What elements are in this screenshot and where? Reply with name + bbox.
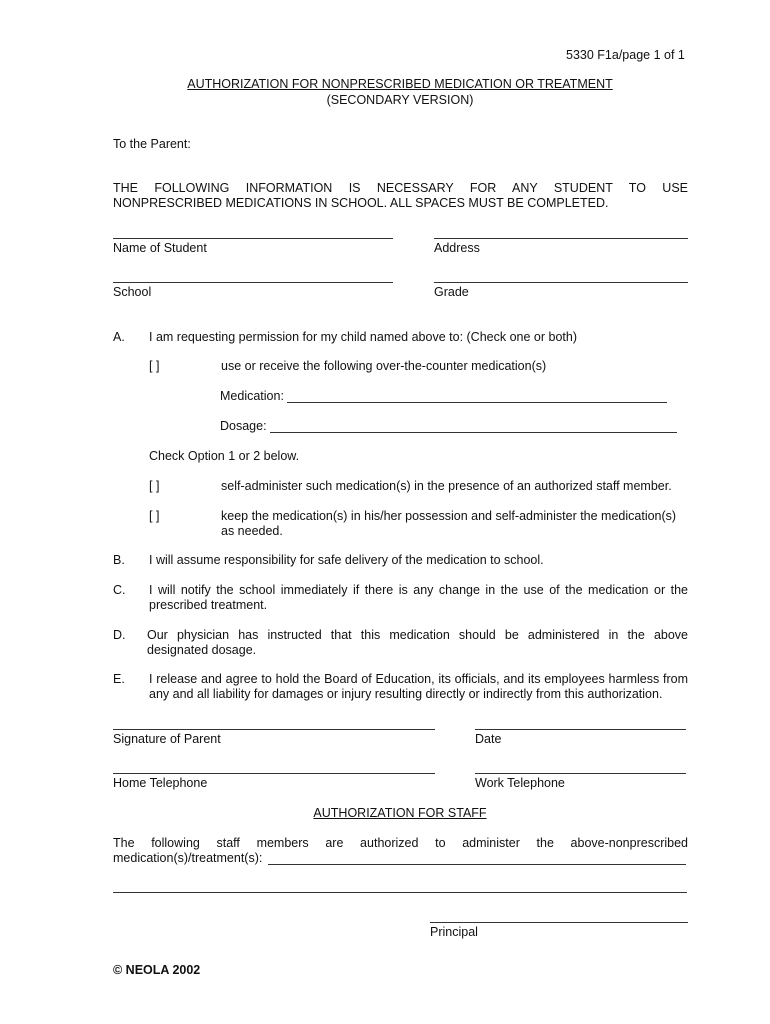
staff-authorization-heading: AUTHORIZATION FOR STAFF (313, 806, 487, 820)
section-a-text: I am requesting permission for my child named above to: (Check one or both) (149, 330, 577, 344)
page-reference: 5330 F1a/page 1 of 1 (566, 48, 685, 62)
school-label: School (113, 285, 152, 299)
copyright-footer: © NEOLA 2002 (113, 963, 201, 977)
staff-authorization-line-1: The following staff members are authorized to administer the above-nonprescribed (113, 836, 688, 850)
work-telephone-field[interactable] (475, 773, 686, 774)
section-c-line-1: I will notify the school immediately if there is any change in the use of the medication or the (149, 583, 688, 597)
check-option-instruction: Check Option 1 or 2 below. (149, 449, 300, 463)
address-field[interactable] (434, 238, 688, 239)
section-a-letter: A. (113, 330, 125, 344)
option-1-label: self-administer such medication(s) in the presence of an authorized staff member. (221, 479, 672, 493)
home-telephone-field[interactable] (113, 773, 435, 774)
form-title: AUTHORIZATION FOR NONPRESCRIBED MEDICATION OR TREATMENT (187, 77, 613, 91)
section-c-line-2: prescribed treatment. (149, 598, 268, 612)
section-d-line-1: Our physician has instructed that this medication should be administered in the above (147, 628, 688, 642)
notice-line-1: THE FOLLOWING INFORMATION IS NECESSARY FOR ANY STUDENT TO USE (113, 181, 688, 195)
staff-names-field-2[interactable] (113, 892, 687, 893)
signature-of-parent-field[interactable] (113, 729, 435, 730)
section-e-letter: E. (113, 672, 125, 686)
principal-label: Principal (430, 925, 478, 939)
notice-line-2: NONPRESCRIBED MEDICATIONS IN SCHOOL. ALL SPACES MUST BE COMPLETED. (113, 196, 609, 210)
salutation: To the Parent: (113, 137, 191, 151)
form-subtitle: (SECONDARY VERSION) (326, 93, 474, 107)
option-1-checkbox[interactable]: [ ] (149, 479, 160, 493)
option-2-checkbox[interactable]: [ ] (149, 509, 160, 523)
school-field[interactable] (113, 282, 393, 283)
date-label: Date (475, 732, 502, 746)
signature-of-parent-label: Signature of Parent (113, 732, 221, 746)
section-e-line-1: I release and agree to hold the Board of Education, its officials, and its employees harmless from (149, 672, 688, 686)
otc-checkbox[interactable]: [ ] (149, 359, 160, 373)
dosage-label: Dosage: (220, 419, 267, 433)
section-b-text: I will assume responsibility for safe delivery of the medication to school. (149, 553, 544, 567)
name-of-student-field[interactable] (113, 238, 393, 239)
section-d-letter: D. (113, 628, 126, 642)
option-2-label-line-1: keep the medication(s) in his/her possession and self-administer the medication(s) (221, 509, 677, 523)
section-c-letter: C. (113, 583, 126, 597)
section-d-line-2: designated dosage. (147, 643, 257, 657)
name-of-student-label: Name of Student (113, 241, 207, 255)
work-telephone-label: Work Telephone (475, 776, 565, 790)
home-telephone-label: Home Telephone (113, 776, 208, 790)
section-e-line-2: any and all liability for damages or injury resulting directly or indirectly from this authorization. (149, 687, 663, 701)
staff-names-field[interactable] (268, 864, 686, 865)
option-2-label-line-2: as needed. (221, 524, 283, 538)
address-label: Address (434, 241, 480, 255)
staff-authorization-line-2: medication(s)/treatment(s): (113, 851, 263, 865)
medication-field[interactable] (287, 402, 667, 403)
otc-option-label: use or receive the following over-the-counter medication(s) (221, 359, 547, 373)
medication-label: Medication: (220, 389, 284, 403)
date-field[interactable] (475, 729, 686, 730)
section-b-letter: B. (113, 553, 125, 567)
grade-field[interactable] (434, 282, 688, 283)
principal-signature-field[interactable] (430, 922, 688, 923)
dosage-field[interactable] (270, 432, 677, 433)
grade-label: Grade (434, 285, 469, 299)
